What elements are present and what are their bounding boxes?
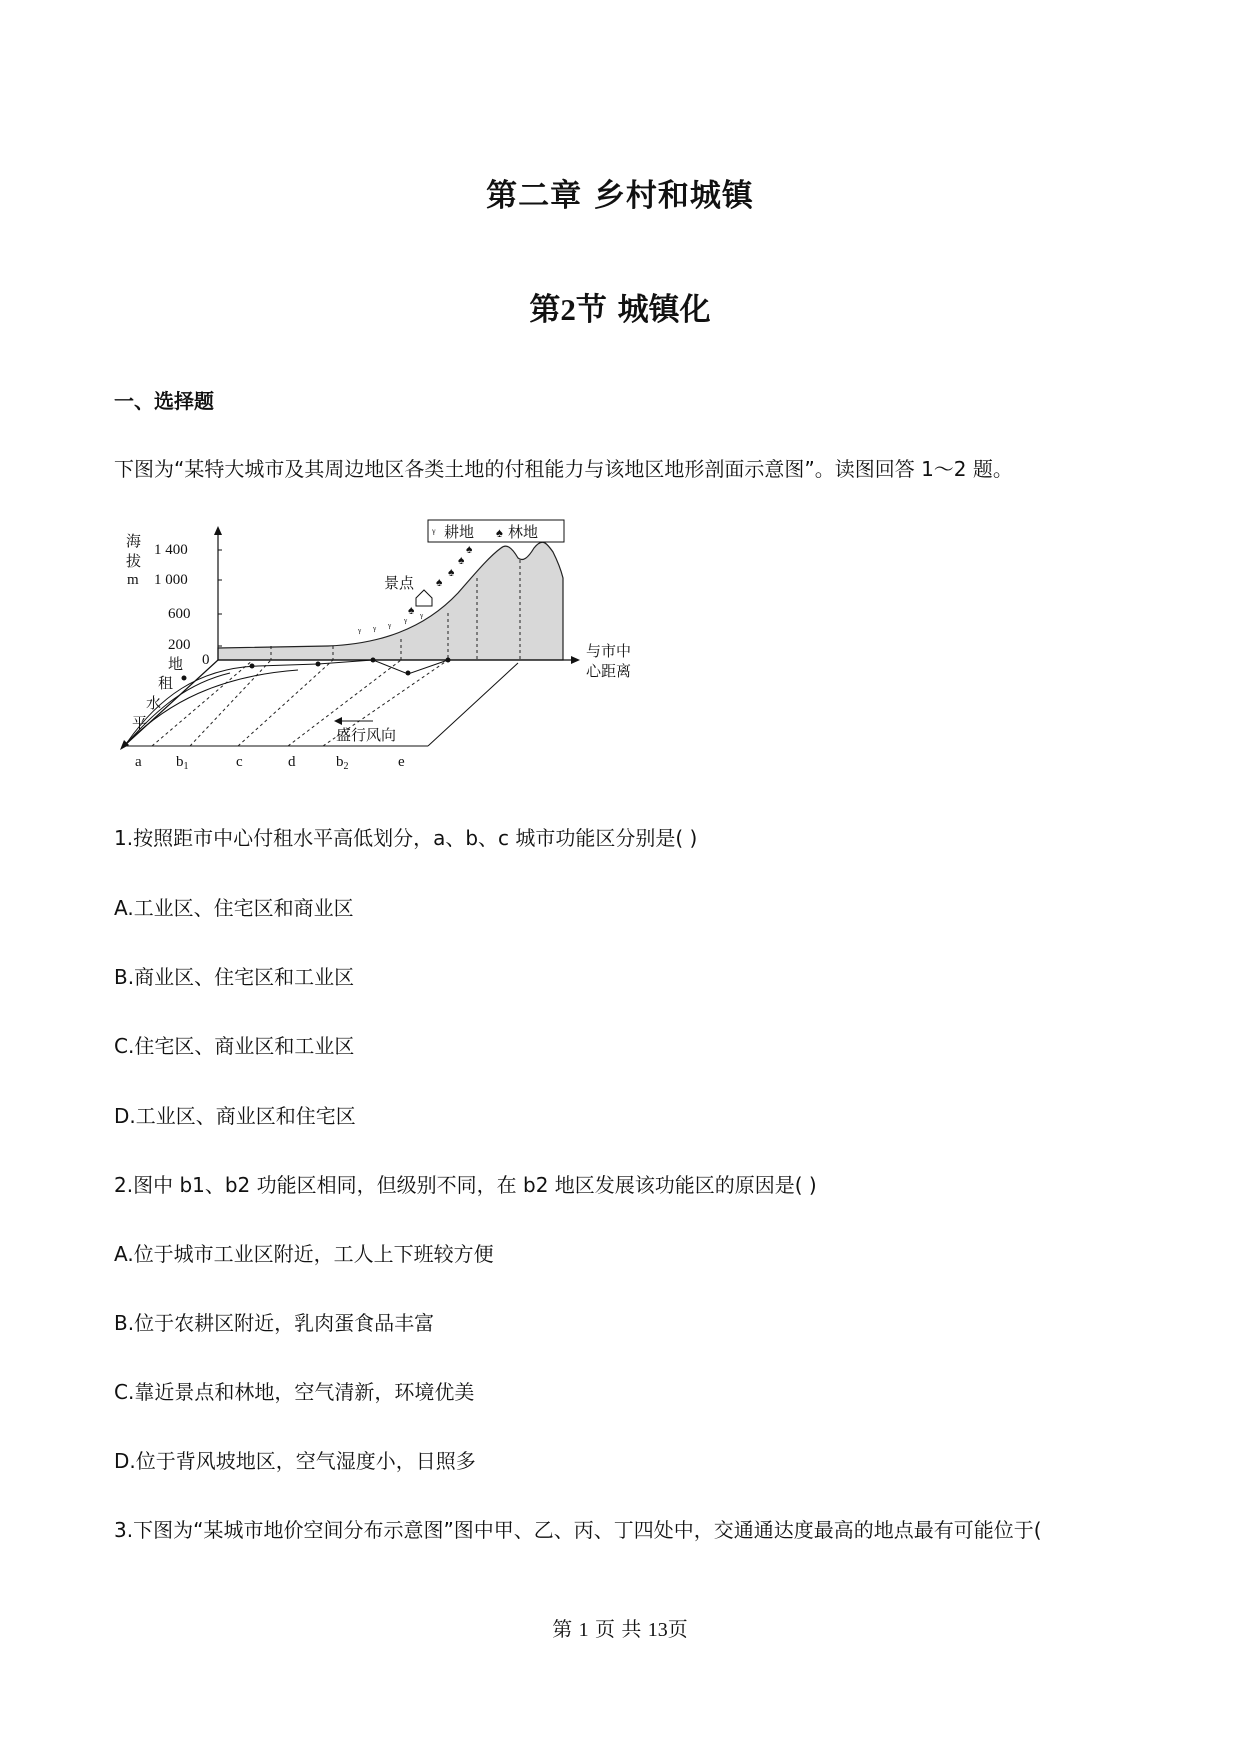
page-footer: 第 1 页 共 13页 xyxy=(552,1617,688,1641)
svg-text:ᵞ: ᵞ xyxy=(358,625,362,639)
y-tick: 1 400 xyxy=(154,542,188,558)
y-tick: 600 xyxy=(168,606,191,622)
chapter-title: 第二章 乡村和城镇 xyxy=(486,178,754,214)
svg-text:♠: ♠ xyxy=(466,542,473,556)
svg-text:租: 租 xyxy=(158,674,174,692)
svg-text:ᵞ: ᵞ xyxy=(388,620,392,634)
terrain-profile xyxy=(218,542,563,660)
svg-text:林地: 林地 xyxy=(508,523,539,541)
zone-c: c xyxy=(236,754,243,770)
farmland-icon: ᵞ xyxy=(432,525,436,540)
section-heading: 第2节 城镇化 xyxy=(529,292,711,328)
svg-text:ᵞ: ᵞ xyxy=(404,615,408,629)
house-icon xyxy=(416,590,432,606)
svg-text:地: 地 xyxy=(168,655,184,673)
zone-d: d xyxy=(288,754,296,770)
q2-option-b: B.位于农耕区附近，乳肉蛋食品丰富 xyxy=(114,1311,435,1335)
q2-option-c: C.靠近景点和林地，空气清新，环境优美 xyxy=(114,1380,475,1404)
svg-text:♠: ♠ xyxy=(448,565,455,579)
y-title-1: 海 xyxy=(126,532,142,550)
zone-a: a xyxy=(135,754,142,770)
y-tick: 0 xyxy=(202,652,210,668)
zone-b1: $b_1$ xyxy=(176,754,189,772)
zone-e: e xyxy=(398,754,405,770)
section-title: 一、选择题 xyxy=(114,389,214,413)
svg-text:平: 平 xyxy=(132,714,148,732)
wind-label: 盛行风向 xyxy=(336,726,397,744)
svg-text:水: 水 xyxy=(146,694,162,712)
terrain-rent-figure xyxy=(118,518,632,773)
q2-option-a: A.位于城市工业区附近，工人上下班较方便 xyxy=(114,1242,494,1266)
svg-text:耕地: 耕地 xyxy=(444,523,475,541)
question-2-stem: 2.图中 b1、b2 功能区相同，但级别不同，在 b2 地区发展该功能区的原因是( ) xyxy=(114,1173,817,1197)
q1-option-d: D.工业区、商业区和住宅区 xyxy=(114,1104,356,1128)
q1-option-a: A.工业区、住宅区和商业区 xyxy=(114,896,354,920)
x-axis-label-2: 心距离 xyxy=(586,662,632,680)
svg-text:ᵞ: ᵞ xyxy=(373,623,377,637)
y-title-3: m xyxy=(127,572,139,588)
svg-text:♠: ♠ xyxy=(436,575,443,589)
tree-icon: ♠ xyxy=(496,525,503,540)
scenic-label: 景点 xyxy=(384,574,415,592)
y-tick: 1 000 xyxy=(154,572,188,588)
y-tick: 200 xyxy=(168,637,191,653)
question-1-stem: 1.按照距市中心付租水平高低划分，a、b、c 城市功能区分别是( ) xyxy=(114,826,698,850)
x-axis-label-1: 与市中 xyxy=(586,642,632,660)
intro-text: 下图为“某特大城市及其周边地区各类土地的付租能力与该地区地形剖面示意图”。读图回答 1～2 题。 xyxy=(114,457,1013,481)
svg-text:ᵞ: ᵞ xyxy=(420,610,424,624)
q1-option-c: C.住宅区、商业区和工业区 xyxy=(114,1034,355,1058)
zone-b2: $b_2$ xyxy=(336,754,349,772)
svg-text:♠: ♠ xyxy=(408,603,415,617)
question-3-stem: 3.下图为“某城市地价空间分布示意图”图中甲、乙、丙、丁四处中，交通通达度最高的地点最有可能位于( xyxy=(114,1518,1042,1542)
q2-option-d: D.位于背风坡地区，空气湿度小，日照多 xyxy=(114,1449,476,1473)
svg-text:♠: ♠ xyxy=(458,553,465,567)
q1-option-b: B.商业区、住宅区和工业区 xyxy=(114,965,355,989)
y-title-2: 拔 xyxy=(126,552,142,570)
